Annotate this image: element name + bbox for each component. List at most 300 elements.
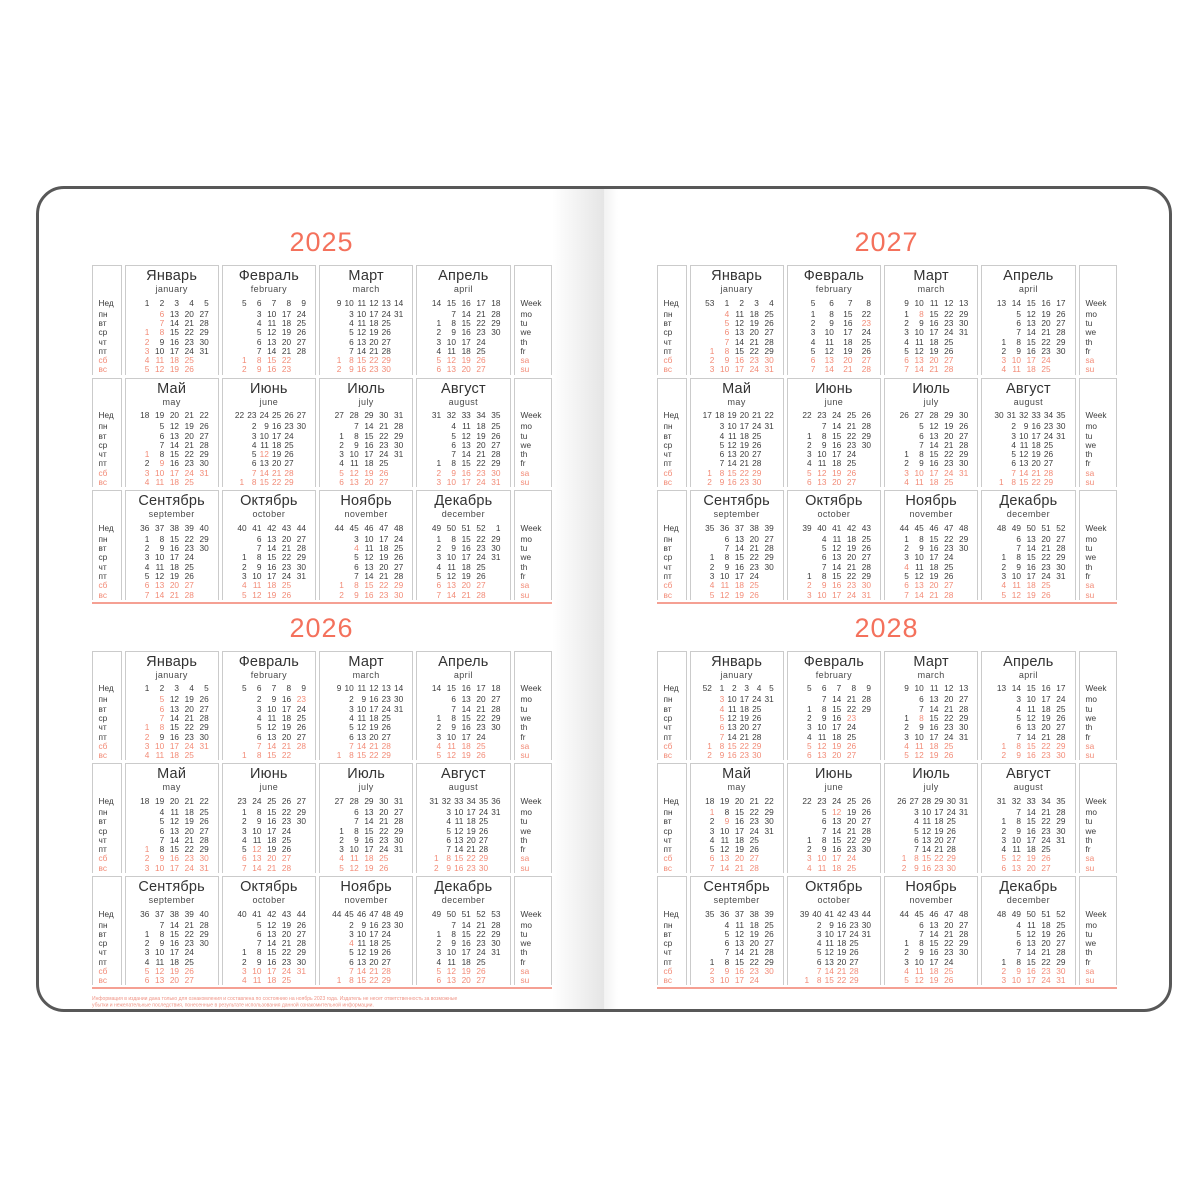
day-cell: 5 (159, 421, 165, 432)
day-cell: 26 (199, 694, 209, 705)
day-cell: 8 (451, 533, 456, 544)
weekday-labels-en (1079, 876, 1117, 986)
day-cell: 10 (446, 552, 456, 563)
year-title: 2026 (289, 612, 354, 643)
day-cell: 7 (354, 421, 359, 432)
weekday-label-ru: ср (663, 825, 673, 836)
day-cell: 19 (1041, 712, 1051, 723)
month-rows (417, 795, 509, 873)
week-number: 48 (381, 908, 391, 919)
day-cell: 5 (821, 806, 827, 817)
day-cell: 26 (1056, 928, 1066, 939)
day-row (320, 948, 412, 957)
month-title (320, 877, 412, 908)
week-number: 39 (799, 908, 810, 919)
year-title: 2025 (289, 227, 354, 257)
day-cell: 19 (461, 966, 471, 977)
weekday-labels-ru (92, 876, 122, 986)
week-number-row (223, 297, 315, 310)
day-cell: 30 (764, 561, 774, 572)
day-cell: 9 (349, 364, 354, 375)
week-number-row (788, 683, 880, 696)
week-number: 32 (1011, 796, 1021, 807)
day-cell: 31 (764, 364, 774, 375)
week-number: 18 (705, 796, 715, 807)
day-cell: 28 (381, 345, 391, 356)
label-row (515, 347, 551, 356)
day-cell: 29 (381, 750, 391, 761)
day-cell: 9 (271, 694, 277, 705)
weekday-label-ru: сб (98, 580, 108, 591)
label-title-spacer (658, 877, 686, 908)
week-number-row (982, 410, 1074, 423)
month-title-ru-wrap (223, 494, 315, 509)
day-cell: 1 (241, 947, 247, 958)
week-number: 34 (1041, 796, 1051, 807)
day-cell: 18 (832, 731, 842, 742)
day-cell: 3 (256, 703, 262, 714)
day-cell: 30 (199, 543, 209, 554)
day-cell: 31 (491, 806, 501, 817)
weekday-label-en: th (1085, 449, 1093, 460)
day-cell: 12 (169, 694, 180, 705)
day-cell: 15 (929, 712, 939, 723)
day-cell: 22 (184, 533, 194, 544)
day-cell: 19 (272, 449, 282, 460)
day-cell: 10 (914, 731, 924, 742)
day-cell: 5 (919, 421, 924, 432)
day-cell: 23 (1043, 421, 1054, 432)
weekday-label-en: th (520, 336, 528, 347)
day-cell: 11 (1027, 703, 1036, 714)
day-cell: 9 (829, 317, 834, 328)
day-cell: 26 (1041, 853, 1051, 864)
day-cell: 11 (720, 834, 730, 845)
day-cell: 16 (369, 694, 379, 705)
day-cell: 20 (184, 430, 194, 441)
day-cell: 6 (256, 533, 262, 544)
day-cell: 18 (929, 561, 939, 572)
month-january (125, 651, 219, 761)
day-cell: 24 (846, 589, 857, 600)
day-cell: 1 (904, 938, 909, 949)
month-title (320, 379, 412, 410)
label-row (93, 976, 121, 985)
day-cell: 27 (846, 477, 857, 487)
label-title-spacer (93, 877, 121, 908)
day-cell: 24 (752, 694, 762, 705)
day-cell: 5 (821, 543, 827, 554)
week-number: 24 (252, 796, 262, 807)
day-cell: 28 (764, 543, 774, 554)
day-cell: 7 (251, 467, 257, 478)
day-cell: 18 (749, 308, 759, 319)
day-cell: 6 (451, 694, 456, 705)
day-cell: 28 (296, 543, 306, 554)
week-number: 10 (914, 297, 924, 308)
label-row (1080, 826, 1116, 835)
weekday-labels-ru (92, 651, 122, 761)
day-row (126, 751, 218, 760)
day-cell: 7 (914, 844, 919, 855)
label-title-spacer (515, 764, 551, 795)
day-cell: 26 (184, 364, 194, 375)
day-cell: 25 (764, 919, 774, 930)
day-cell: 27 (764, 938, 774, 949)
day-cell: 23 (739, 477, 749, 487)
day-cell: 9 (354, 439, 359, 450)
day-cell: 18 (929, 740, 939, 751)
day-cell: 14 (252, 862, 262, 873)
day-cell: 17 (364, 844, 374, 855)
month-title-en-wrap (788, 782, 880, 792)
day-cell: 5 (349, 947, 354, 958)
day-cell: 23 (284, 421, 294, 432)
day-cell: 16 (169, 938, 180, 949)
day-cell: 10 (719, 364, 730, 375)
day-cell: 23 (749, 816, 759, 827)
label-row (1080, 732, 1116, 741)
day-cell: 26 (749, 589, 759, 600)
day-cell: 15 (169, 533, 180, 544)
day-cell: 21 (837, 966, 847, 977)
day-cell: 18 (734, 580, 745, 591)
day-cell: 7 (349, 966, 354, 977)
day-row (417, 590, 509, 599)
day-cell: 16 (267, 561, 277, 572)
day-cell: 29 (764, 552, 774, 563)
day-cell: 16 (832, 439, 842, 450)
day-cell: 14 (929, 703, 939, 714)
day-cell: 4 (709, 834, 715, 845)
day-cell: 19 (169, 364, 180, 375)
day-cell: 31 (199, 862, 209, 873)
day-cell: 4 (719, 703, 725, 714)
day-cell: 11 (155, 355, 165, 366)
weekday-label-ru: вс (663, 862, 672, 873)
label-row (658, 864, 686, 873)
day-cell: 17 (461, 336, 471, 347)
day-cell: 1 (904, 449, 909, 460)
day-cell: 19 (846, 806, 857, 817)
day-cell: 11 (728, 703, 737, 714)
month-title-en-wrap (320, 397, 412, 407)
day-cell: 3 (436, 336, 442, 347)
day-cell: 11 (155, 561, 165, 572)
day-cell: 2 (707, 750, 712, 761)
day-cell: 25 (861, 533, 871, 544)
day-cell: 21 (379, 570, 389, 581)
month-title-en-wrap (417, 397, 509, 407)
weekday-label-en: sa (520, 355, 530, 366)
day-cell: 17 (832, 449, 842, 460)
week-number: 12 (369, 297, 379, 308)
day-cell: 28 (394, 816, 404, 827)
day-cell: 31 (296, 966, 306, 977)
week-number: 13 (996, 297, 1007, 308)
month-title (691, 266, 783, 297)
day-cell: 18 (1026, 364, 1036, 375)
day-cell: 3 (241, 825, 247, 836)
day-cell: 25 (296, 317, 306, 328)
week-number: 43 (281, 908, 292, 919)
weekday-label-en: su (1085, 975, 1095, 986)
label-row (515, 581, 551, 590)
day-cell: 11 (832, 533, 842, 544)
day-cell: 16 (267, 956, 277, 967)
day-cell: 30 (491, 327, 501, 338)
day-cell: 17 (369, 928, 379, 939)
day-cell: 29 (752, 740, 762, 751)
day-cell: 18 (272, 439, 282, 450)
label-row (515, 714, 551, 723)
day-cell: 12 (267, 327, 277, 338)
day-cell: 11 (915, 740, 924, 751)
day-cell: 20 (832, 477, 842, 487)
week-number: 10 (914, 683, 924, 694)
day-cell: 10 (252, 825, 262, 836)
day-cell: 5 (436, 570, 442, 581)
month-title (417, 491, 509, 522)
day-cell: 7 (354, 816, 359, 827)
day-cell: 18 (461, 345, 471, 356)
week-number: 44 (861, 908, 871, 919)
week-number: 38 (749, 908, 759, 919)
day-cell: 8 (724, 552, 730, 563)
month-title-ru-wrap (417, 655, 509, 670)
day-cell: 16 (843, 317, 853, 328)
day-cell: 2 (144, 853, 150, 864)
day-cell: 13 (1026, 938, 1036, 949)
day-cell: 23 (369, 364, 379, 375)
label-row (515, 563, 551, 572)
week-number-row (320, 683, 412, 696)
month-title-en-wrap (223, 670, 315, 680)
label-row (93, 908, 121, 921)
day-cell: 24 (749, 975, 759, 986)
day-cell: 23 (846, 580, 857, 591)
month-name-en: july (358, 396, 374, 407)
label-row (515, 808, 551, 817)
day-cell: 2 (144, 731, 150, 742)
week-number-row (320, 522, 412, 535)
week-number: 5 (241, 683, 247, 694)
weekday-label-ru: пт (98, 570, 107, 581)
day-cell: 8 (354, 825, 359, 836)
day-cell: 15 (267, 750, 277, 761)
day-cell: 29 (1056, 956, 1066, 967)
day-cell: 26 (959, 421, 969, 432)
weekday-label-en: we (1085, 938, 1097, 949)
month-name-en: january (155, 669, 188, 680)
day-cell: 30 (491, 938, 501, 949)
day-cell: 25 (944, 740, 954, 751)
week-number: 9 (301, 683, 306, 694)
day-cell: 2 (336, 364, 342, 375)
month-rows (126, 522, 218, 600)
week-number-row (982, 297, 1074, 310)
day-cell: 9 (821, 580, 827, 591)
day-cell: 11 (1027, 919, 1036, 930)
day-cell: 9 (914, 862, 919, 873)
day-cell: 10 (356, 703, 367, 714)
day-cell: 7 (241, 862, 247, 873)
day-cell: 13 (454, 834, 464, 845)
day-cell: 13 (356, 956, 367, 967)
month-title-ru-wrap (885, 655, 977, 670)
week-number: 44 (332, 908, 342, 919)
month-rows (788, 522, 880, 600)
week-col-header-ru: Нед (98, 410, 114, 421)
day-cell: 27 (476, 580, 486, 591)
label-row (1080, 705, 1116, 714)
weekday-label-en: tu (520, 928, 528, 939)
day-cell: 20 (1041, 938, 1051, 949)
day-cell: 28 (749, 862, 759, 873)
month-rows (788, 908, 880, 986)
day-cell: 4 (436, 561, 442, 572)
day-cell: 18 (929, 966, 939, 977)
label-row (1080, 535, 1116, 544)
week-number: 45 (914, 522, 924, 533)
week-number: 36 (719, 908, 730, 919)
day-cell: 16 (169, 853, 180, 864)
day-cell: 15 (169, 449, 180, 460)
week-number: 40 (199, 522, 209, 533)
day-cell: 10 (446, 477, 456, 487)
day-cell: 8 (349, 975, 354, 986)
month-name-en: september (713, 509, 760, 520)
week-number-row (885, 297, 977, 310)
day-cell: 25 (944, 477, 954, 487)
week-number: 35 (491, 410, 501, 421)
day-cell: 4 (241, 580, 247, 591)
month-title-en-wrap (788, 895, 880, 905)
weekday-label-en: fr (520, 345, 526, 356)
day-cell: 27 (199, 703, 209, 714)
day-cell: 17 (169, 947, 180, 958)
day-cell: 25 (281, 834, 292, 845)
day-cell: 12 (1026, 712, 1036, 723)
month-name-en: may (727, 396, 746, 407)
day-cell: 7 (159, 712, 165, 723)
day-cell: 23 (944, 458, 954, 469)
day-cell: 12 (817, 740, 827, 751)
day-cell: 16 (1026, 825, 1036, 836)
label-row (515, 590, 551, 599)
day-cell: 9 (451, 467, 456, 478)
day-cell: 8 (159, 722, 165, 733)
day-cell: 4 (904, 966, 909, 977)
day-cell: 4 (1011, 439, 1016, 450)
day-cell: 6 (256, 731, 262, 742)
month-name-en: february (815, 669, 852, 680)
day-cell: 19 (281, 919, 292, 930)
day-cell: 20 (461, 580, 471, 591)
day-cell: 8 (724, 806, 730, 817)
day-cell: 7 (919, 439, 924, 450)
day-row (417, 751, 509, 760)
month-title-en-wrap (417, 509, 509, 519)
week-col-header-ru: Нед (663, 522, 679, 533)
day-cell: 30 (1056, 750, 1066, 761)
month-december (981, 490, 1075, 600)
day-cell: 12 (259, 449, 269, 460)
day-cell: 19 (169, 966, 180, 977)
day-cell: 6 (1016, 317, 1021, 328)
day-cell: 3 (256, 308, 262, 319)
month-title (691, 652, 783, 683)
day-row (320, 920, 412, 929)
day-cell: 7 (451, 919, 456, 930)
page-right-content (657, 189, 1117, 989)
weekday-label-ru: чт (98, 449, 107, 460)
week-number: 39 (184, 908, 194, 919)
day-cell: 17 (734, 825, 745, 836)
week-number: 9 (904, 297, 909, 308)
week-number: 51 (461, 908, 471, 919)
day-cell: 5 (709, 844, 715, 855)
month-name-en: march (352, 669, 380, 680)
day-cell: 21 (476, 919, 486, 930)
day-cell: 25 (476, 740, 486, 751)
day-cell: 3 (241, 570, 247, 581)
day-cell: 27 (1041, 862, 1051, 873)
weekday-label-ru: чт (663, 336, 672, 347)
week-number: 15 (446, 297, 456, 308)
day-cell: 20 (281, 928, 292, 939)
day-cell: 19 (364, 862, 374, 873)
day-cell: 30 (1056, 966, 1066, 977)
day-cell: 22 (184, 327, 194, 338)
week-number-row (691, 683, 783, 696)
day-row (417, 365, 509, 374)
day-cell: 9 (361, 694, 367, 705)
month-july (319, 378, 413, 488)
day-cell: 12 (719, 589, 730, 600)
day-cell: 25 (296, 712, 306, 723)
weekday-labels-en (1079, 763, 1117, 873)
month-name-en: december (441, 894, 485, 905)
weekday-label-ru: пт (98, 844, 107, 855)
day-cell: 8 (451, 458, 456, 469)
month-name-en: august (448, 396, 479, 407)
day-cell: 1 (241, 806, 247, 817)
day-cell: 30 (381, 364, 391, 375)
day-cell: 23 (476, 543, 486, 554)
day-cell: 14 (832, 561, 842, 572)
weekday-label-ru: пн (663, 694, 673, 705)
day-row (885, 751, 977, 760)
month-name-ru: Март (348, 268, 384, 284)
day-cell: 19 (929, 570, 939, 581)
weekday-label-en: th (1085, 561, 1093, 572)
day-cell: 4 (709, 580, 715, 591)
month-name-ru: Май (722, 380, 752, 397)
day-cell: 22 (934, 853, 944, 864)
month-rows (417, 522, 509, 600)
day-cell: 17 (832, 722, 842, 733)
week-number: 4 (189, 683, 194, 694)
day-cell: 22 (749, 806, 759, 817)
day-cell: 4 (1016, 703, 1021, 714)
weekday-label-ru: пт (663, 956, 672, 967)
weekday-label-en: mo (520, 694, 533, 705)
month-rows (885, 410, 977, 488)
weekday-label-ru: чт (663, 449, 672, 460)
day-cell: 3 (709, 975, 715, 986)
day-cell: 2 (709, 355, 715, 366)
